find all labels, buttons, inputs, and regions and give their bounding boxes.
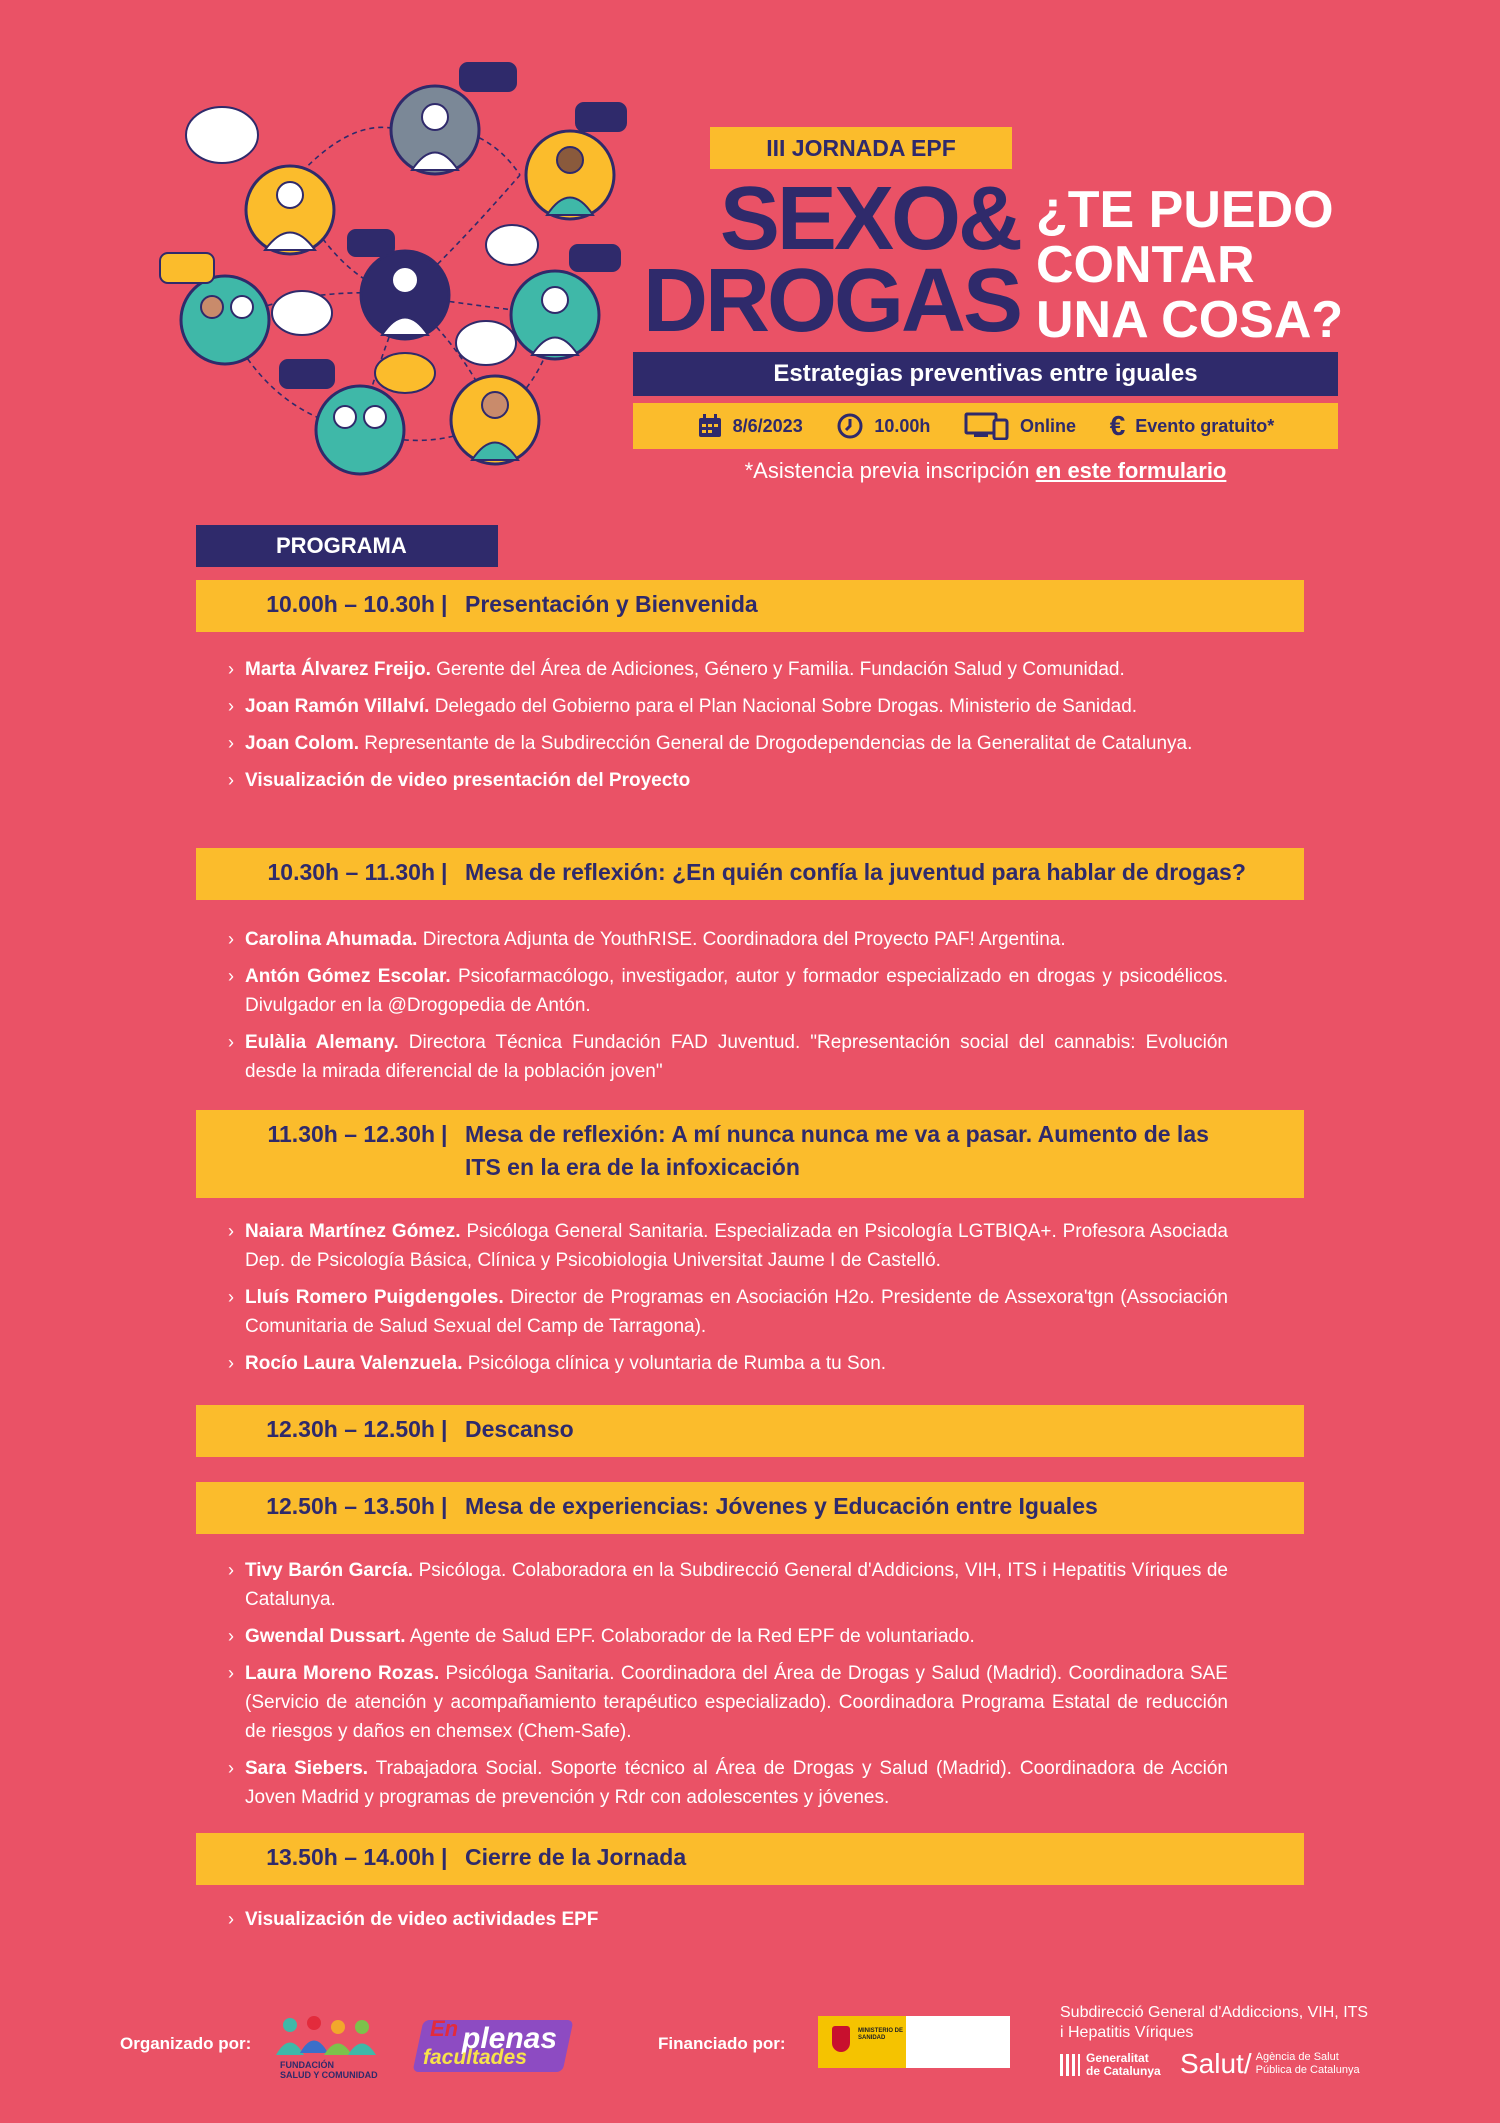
calendar-icon [697, 413, 723, 439]
main-title [630, 169, 1020, 351]
chevron-right-icon: › [228, 696, 234, 716]
speaker-item [228, 1556, 1228, 1614]
subdir-line-1: Subdirecció General d'Addiccions, VIH, ITS [1060, 2004, 1369, 2021]
session-time: 11.30h – 12.30h [267, 1121, 435, 1147]
speaker-item [228, 1217, 1228, 1275]
title-line-2: DROGAS [642, 251, 1020, 351]
chevron-right-icon: › [228, 1758, 234, 1778]
session-title: Mesa de reflexión: ¿En quién confía la juventud para hablar de drogas? [465, 859, 1246, 885]
fsc-text-line-2: SALUD Y COMUNIDAD [280, 2070, 378, 2080]
salut-sub-line-1: Agència de Salut [1255, 2051, 1339, 2063]
ministerio-sanidad-logo [818, 2016, 1010, 2068]
speaker-description: Representante de la Subdirección General de Drogodependencias de la Generalitat de Catalunya. [359, 733, 1193, 754]
chevron-right-icon: › [228, 733, 234, 753]
speaker-description: Trabajadora Social. Soporte técnico al Área de Drogas y Salud (Madrid). Coordinadora de Acción Joven Madrid y programas de prevención y Rdr con adolescentes y jóvenes. [245, 1758, 1228, 1808]
subdireccio-text [1060, 2003, 1368, 2043]
senyera-icon [1060, 2054, 1080, 2076]
speaker-list [228, 655, 1228, 803]
session-time: 10.30h – 11.30h [267, 859, 435, 885]
speaker-item [228, 1659, 1228, 1746]
speaker-name: Laura Moreno Rozas. [245, 1663, 440, 1684]
speaker-item [228, 766, 1228, 795]
session-bar [196, 1110, 1304, 1198]
session-separator: | [441, 1416, 448, 1442]
speaker-list [228, 1556, 1228, 1820]
organized-label: Organizado por: [120, 2034, 252, 2053]
funded-label: Financiado por: [658, 2034, 786, 2053]
session-separator: | [441, 1493, 448, 1519]
speaker-description: Delegado del Gobierno para el Plan Nacional Sobre Drogas. Ministerio de Sanidad. [429, 696, 1138, 717]
time-item [836, 412, 930, 440]
chevron-right-icon: › [228, 1353, 234, 1373]
speaker-name: Carolina Ahumada. [245, 929, 418, 950]
session-separator: | [441, 859, 448, 885]
speaker-name: Visualización de video actividades EPF [245, 1909, 599, 1930]
speaker-item [228, 692, 1228, 721]
registration-note-text: *Asistencia previa inscripción [744, 458, 1036, 483]
time-text: 10.00h [874, 415, 931, 436]
fsc-text-line-1: FUNDACIÓN [280, 2060, 334, 2070]
session-bar [196, 580, 1304, 632]
speaker-item [228, 655, 1228, 684]
epf-logo-plenas: plenas [462, 2022, 558, 2055]
speaker-item [228, 1905, 1228, 1934]
session-time: 12.30h – 12.50h [266, 1416, 435, 1442]
chevron-right-icon: › [228, 1663, 234, 1683]
registration-note [633, 458, 1338, 484]
speaker-name: Joan Colom. [245, 733, 360, 754]
speaker-item [228, 729, 1228, 758]
speaker-item [228, 1754, 1228, 1812]
date-text: 8/6/2023 [732, 415, 803, 436]
session-title: Descanso [465, 1416, 574, 1442]
session-bar [196, 1833, 1304, 1885]
speaker-name: Antón Gómez Escolar. [245, 966, 451, 987]
speaker-description: Directora Adjunta de YouthRISE. Coordinadora del Proyecto PAF! Argentina. [417, 929, 1066, 950]
session-bar [196, 1482, 1304, 1534]
chevron-right-icon: › [228, 1287, 234, 1307]
ministerio-text: MINISTERIO DE SANIDAD [858, 2028, 904, 2041]
speaker-description: Gerente del Área de Adiciones, Género y Familia. Fundación Salud y Comunidad. [430, 659, 1125, 680]
speaker-name: Visualización de video presentación del Proyecto [245, 770, 691, 791]
speaker-name: Sara Siebers. [245, 1758, 369, 1779]
generalitat-logo [1060, 2052, 1161, 2078]
gencat-line-2: de Catalunya [1086, 2064, 1161, 2078]
speaker-name: Rocío Laura Valenzuela. [245, 1353, 463, 1374]
question-line-3: UNA COSA? [1036, 291, 1344, 349]
event-info-bar [633, 403, 1338, 449]
session-title: Mesa de experiencias: Jóvenes y Educación entre Iguales [465, 1493, 1098, 1519]
session-time: 12.50h – 13.50h [266, 1493, 435, 1519]
speaker-description: Director de Programas en Asociación H2o. Presidente de Assexora'tgn (Associación Comunitaria de Salud Sexual del Camp de Tarragona). [245, 1287, 1228, 1337]
chevron-right-icon: › [228, 1626, 234, 1646]
salut-wordmark: Salut/ [1180, 2048, 1252, 2079]
chevron-right-icon: › [228, 1221, 234, 1241]
speaker-description: Psicóloga Sanitaria. Coordinadora del Área de Drogas y Salud (Madrid). Coordinadora SAE (Servicio de atención y acompañamiento terapéutico especializado). Coordinadora Programa Estatal de reducción de riesgos y daños en chemsex (Chem-Safe). [245, 1663, 1228, 1742]
speaker-list [228, 1905, 1228, 1942]
speaker-description: Psicóloga General Sanitaria. Especializada en Psicología LGTBIQA+. Profesora Asociada Dep. de Psicología Básica, Clínica y Psicobiologia Universitat Jaume I de Castelló. [245, 1221, 1228, 1271]
session-bar [196, 1405, 1304, 1457]
speaker-description: Psicofarmacólogo, investigador, autor y formador especializado en drogas y psicodélicos. Divulgador en la @Drogopedia de Antón. [245, 966, 1228, 1016]
event-badge: III JORNADA EPF [710, 127, 1012, 169]
speaker-name: Lluís Romero Puigdengoles. [245, 1287, 504, 1308]
session-title: Presentación y Bienvenida [465, 591, 758, 617]
session-title: Mesa de reflexión: A mí nunca nunca me va a pasar. Aumento de las ITS en la era de la infoxicación [465, 1121, 1209, 1180]
program-label: PROGRAMA [196, 525, 498, 567]
price-item [1110, 410, 1275, 442]
mode-text: Online [1020, 415, 1077, 436]
speaker-description: Agente de Salud EPF. Colaborador de la Red EPF de voluntariado. [405, 1626, 975, 1647]
question-line-2: CONTAR [1036, 236, 1255, 294]
session-bar [196, 848, 1304, 900]
chevron-right-icon: › [228, 770, 234, 790]
session-separator: | [441, 1121, 448, 1147]
speaker-item [228, 1349, 1228, 1378]
euro-icon: € [1109, 410, 1126, 441]
question-line-1: ¿TE PUEDO [1036, 181, 1334, 239]
session-time: 13.50h – 14.00h [266, 1844, 435, 1870]
registration-form-link[interactable]: en este formulario [1035, 458, 1227, 483]
speaker-name: Joan Ramón Villalví. [245, 696, 430, 717]
salut-sub-line-2: Pública de Catalunya [1255, 2064, 1360, 2076]
speaker-item [228, 962, 1228, 1020]
speaker-name: Gwendal Dussart. [245, 1626, 406, 1647]
speaker-description: Directora Técnica Fundación FAD Juventud. "Representación social del cannabis: Evolución desde la mirada diferencial de la población joven" [245, 1032, 1228, 1082]
session-separator: | [441, 1844, 448, 1870]
price-text: Evento gratuito* [1135, 415, 1275, 436]
speaker-item [228, 1283, 1228, 1341]
devices-icon [964, 412, 1010, 440]
speaker-name: Tivy Barón García. [245, 1560, 414, 1581]
people-network-illustration [150, 55, 650, 485]
speaker-description: Psicóloga. Colaboradora en la Subdirecció General d'Addicions, VIH, ITS i Hepatitis Víriques de Catalunya. [245, 1560, 1228, 1610]
chevron-right-icon: › [228, 659, 234, 679]
question-title [1036, 183, 1356, 348]
chevron-right-icon: › [228, 966, 234, 986]
speaker-name: Naiara Martínez Gómez. [245, 1221, 461, 1242]
ministerio-right-panel [906, 2016, 1010, 2068]
chevron-right-icon: › [228, 929, 234, 949]
clock-icon [836, 412, 864, 440]
session-time: 10.00h – 10.30h [266, 591, 435, 617]
chevron-right-icon: › [228, 1909, 234, 1929]
speaker-name: Eulàlia Alemany. [245, 1032, 399, 1053]
chevron-right-icon: › [228, 1560, 234, 1580]
speaker-item [228, 1028, 1228, 1086]
mode-item [964, 412, 1076, 440]
session-title: Cierre de la Jornada [465, 1844, 687, 1870]
speaker-item [228, 1622, 1228, 1651]
epf-logo-facultades: facultades [423, 2046, 527, 2069]
subdir-line-2: i Hepatitis Víriques [1060, 2024, 1194, 2041]
chevron-right-icon: › [228, 1032, 234, 1052]
epf-logo-en: En [430, 2016, 459, 2041]
title-line-1: SEXO& [719, 169, 1020, 269]
speaker-list [228, 925, 1228, 1094]
session-separator: | [441, 591, 448, 617]
date-item [697, 413, 803, 439]
subtitle-bar: Estrategias preventivas entre iguales [633, 352, 1338, 396]
gencat-line-1: Generalitat [1086, 2051, 1149, 2065]
speaker-list [228, 1217, 1228, 1386]
spain-coat-of-arms [818, 2016, 906, 2068]
shield-icon [832, 2026, 850, 2052]
salut-logo [1180, 2048, 1360, 2080]
speaker-item [228, 925, 1228, 954]
speaker-name: Marta Álvarez Freijo. [245, 659, 431, 680]
speaker-description: Psicóloga clínica y voluntaria de Rumba a tu Son. [462, 1353, 887, 1374]
fsc-logo-text [280, 2060, 378, 2080]
